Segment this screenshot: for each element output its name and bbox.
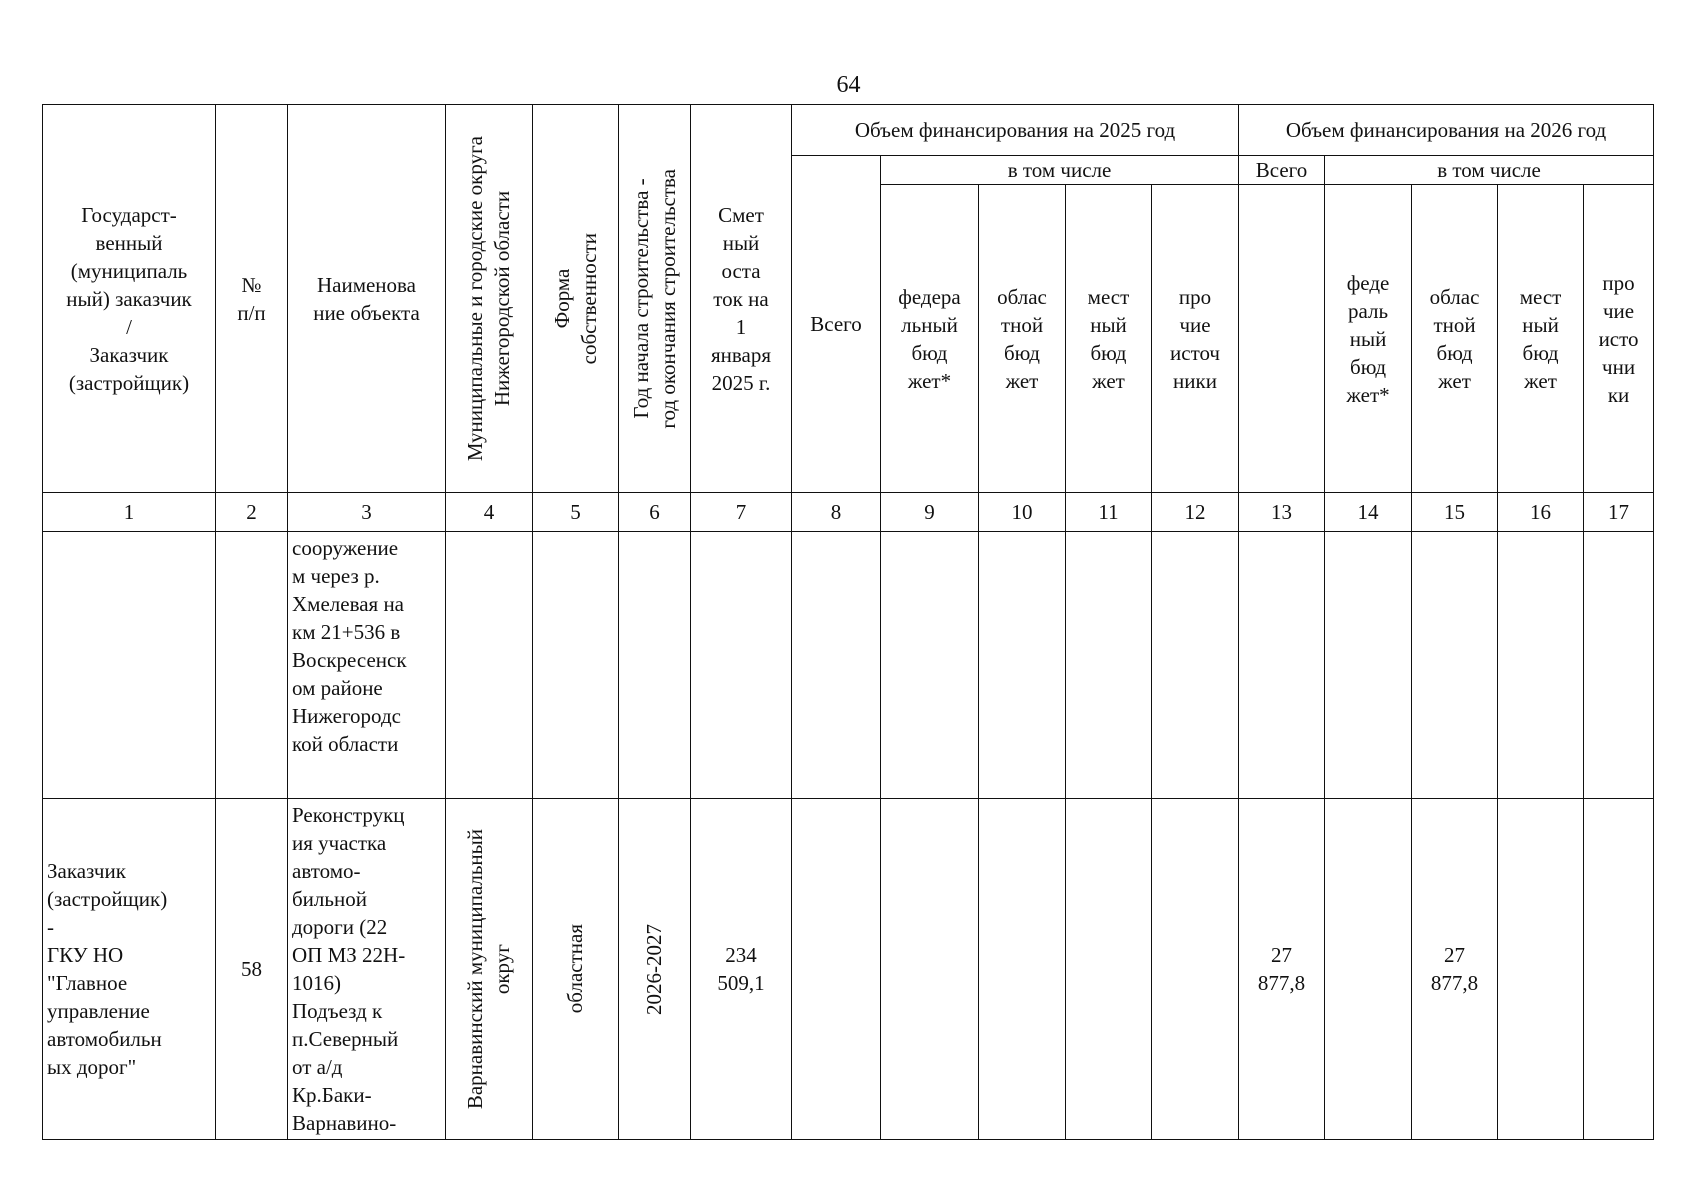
page-number: 64	[836, 72, 861, 98]
header-fin-2025: Объем финансирования на 2025 год	[792, 105, 1239, 156]
column-number: 14	[1325, 493, 1412, 532]
header-num: № п/п	[216, 105, 288, 493]
column-number: 5	[533, 493, 619, 532]
cell-years	[619, 532, 691, 799]
cell-value	[1584, 532, 1654, 799]
column-number: 11	[1066, 493, 1152, 532]
cell-customer	[43, 532, 216, 799]
header-reg-2025: облас тной бюд жет	[979, 185, 1066, 493]
column-number: 10	[979, 493, 1066, 532]
cell-value	[1325, 532, 1412, 799]
header-loc-2026: мест ный бюд жет	[1498, 185, 1584, 493]
header-total-2026: Всего	[1239, 156, 1325, 185]
cell-value	[1066, 532, 1152, 799]
cell-value	[1152, 799, 1239, 1140]
cell-num: 58	[216, 799, 288, 1140]
column-number: 9	[881, 493, 979, 532]
column-number: 8	[792, 493, 881, 532]
header-incl-2026: в том числе	[1325, 156, 1654, 185]
cell-value	[1584, 799, 1654, 1140]
header-balance: Смет ный оста ток на 1 января 2025 г.	[691, 105, 792, 493]
cell-ownership: областная	[533, 799, 619, 1140]
header-row-1	[43, 105, 1654, 156]
cell-value	[1066, 799, 1152, 1140]
cell-value	[1325, 799, 1412, 1140]
header-total-2026-body	[1239, 185, 1325, 493]
header-incl-2025: в том числе	[881, 156, 1239, 185]
cell-value	[1498, 799, 1584, 1140]
column-number: 7	[691, 493, 792, 532]
column-number: 2	[216, 493, 288, 532]
column-number: 6	[619, 493, 691, 532]
cell-value	[792, 532, 881, 799]
column-number: 12	[1152, 493, 1239, 532]
cell-ownership	[533, 532, 619, 799]
header-oth-2026: про чие исто чни ки	[1584, 185, 1654, 493]
header-loc-2025: мест ный бюд жет	[1066, 185, 1152, 493]
cell-customer: Заказчик (застройщик) - ГКУ НО "Главное управление автомобильн ых дорог"	[43, 799, 216, 1140]
column-number: 16	[1498, 493, 1584, 532]
cell-value	[1498, 532, 1584, 799]
header-fin-2026: Объем финансирования на 2026 год	[1239, 105, 1654, 156]
cell-value	[1152, 532, 1239, 799]
header-reg-2026: облас тной бюд жет	[1412, 185, 1498, 493]
cell-value	[979, 532, 1066, 799]
cell-years: 2026-2027	[619, 799, 691, 1140]
header-total-2025: Всего	[792, 156, 881, 493]
column-number: 4	[446, 493, 533, 532]
cell-object-name: Реконструкц ия участка автомо- бильной дороги (22 ОП МЗ 22Н- 1016) Подъезд к п.Северный от а/д Кр.Баки- Варнавино-	[288, 799, 446, 1140]
header-name: Наименова ние объекта	[288, 105, 446, 493]
table-row	[43, 799, 1654, 1140]
cell-num	[216, 532, 288, 799]
financing-table	[42, 104, 1654, 1140]
column-number: 15	[1412, 493, 1498, 532]
column-number: 3	[288, 493, 446, 532]
header-fed-2025: федера льный бюд жет*	[881, 185, 979, 493]
column-number-row	[43, 493, 1654, 532]
cell-value	[1239, 532, 1325, 799]
table-row	[43, 532, 1654, 799]
cell-balance	[691, 532, 792, 799]
cell-district	[446, 532, 533, 799]
cell-value	[1412, 532, 1498, 799]
cell-value	[979, 799, 1066, 1140]
cell-value: 27 877,8	[1412, 799, 1498, 1140]
header-years: Год начала строительства - год окончания строительства	[619, 105, 691, 493]
cell-value	[881, 532, 979, 799]
column-number: 1	[43, 493, 216, 532]
column-number: 17	[1584, 493, 1654, 532]
column-number: 13	[1239, 493, 1325, 532]
header-district: Муниципальные и городские округа Нижегородской области	[446, 105, 533, 493]
header-customer: Государст- венный (муниципаль ный) заказчик / Заказчик (застройщик)	[43, 105, 216, 493]
cell-value	[792, 799, 881, 1140]
cell-balance: 234 509,1	[691, 799, 792, 1140]
cell-value: 27 877,8	[1239, 799, 1325, 1140]
cell-object-name: сооружение м через р. Хмелевая на км 21+536 в Воскресенск ом районе Нижегородс кой области	[288, 532, 446, 799]
header-fed-2026: феде раль ный бюд жет*	[1325, 185, 1412, 493]
header-oth-2025: про чие источ ники	[1152, 185, 1239, 493]
header-ownership: Форма собственности	[533, 105, 619, 493]
cell-value	[881, 799, 979, 1140]
cell-district: Варнавинский муниципальный округ	[446, 799, 533, 1140]
